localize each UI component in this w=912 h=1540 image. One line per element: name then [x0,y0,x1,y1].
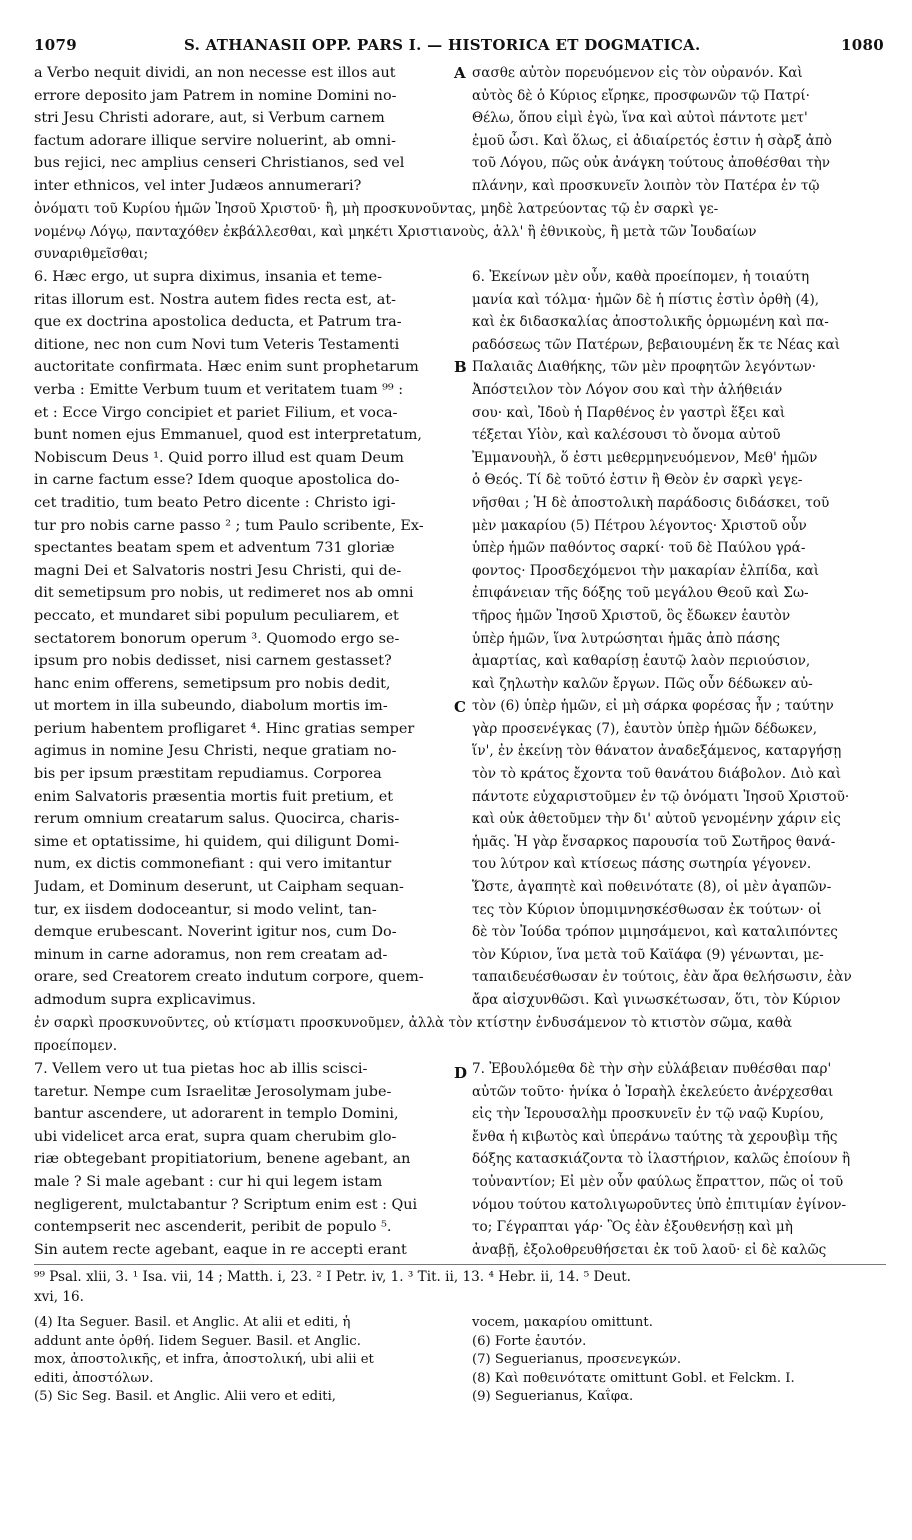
margin-letter-a: A [454,64,466,82]
footnote-rule [34,1264,886,1265]
text-line: μὲν μακαρίου (5) Πέτρου λέγοντος· Χριστοῦ οὖν [472,517,807,534]
text-line: Ἀπόστειλον τὸν Λόγον σου καὶ τὴν ἀλήθειάν [472,381,783,398]
text-line: bus rejici, nec amplius censeri Christianos, sed vel [34,155,405,172]
text-line: ἡμᾶς. Ἡ γὰρ ἔνσαρκος παρουσία τοῦ Σωτῆρος θανά- [472,833,836,850]
text-line: ditione, nec non cum Novi tum Veteris Testamenti [34,336,400,353]
text-line: (8) Καὶ ποθεινότατε omittunt Gobl. et Felckm. I. [472,1370,795,1386]
text-line: γὰρ προσενέγκας (7), ἑαυτὸν ὑπὲρ ἡμῶν δέδωκεν, [472,720,818,737]
text-line: πάντοτε εὐχαριστοῦμεν ἐν τῷ ὀνόματι Ἰησοῦ Χριστοῦ· [472,788,850,805]
text-line: 7. Ἐβουλόμεθα δὲ τὴν σὴν εὐλάβειαν πυθέσθαι παρ' [472,1061,832,1077]
text-line: τῆρος ἡμῶν Ἰησοῦ Χριστοῦ, ὃς ἔδωκεν ἑαυτὸν [472,607,791,624]
text-line: του λύτρον καὶ κτίσεως πάσης σωτηρία γέγονεν. [472,856,812,873]
text-line: Nobiscum Deus ¹. Quid porro illud est quam Deum [34,449,404,466]
text-line: male ? Si male agebant : cur hi qui legem istam [34,1173,383,1190]
text-line: contempserit nec ascenderit, peribit de populo ⁵. [34,1219,392,1236]
text-line: num, ex dictis commonefiant : qui vero imitantur [34,856,392,873]
text-line: ραδόσεως τῶν Πατέρων, βεβαιουμένη ἔκ τε Νέας καὶ [472,336,841,353]
text-line: mox, ἀποστολικῆς, et infra, ἀποστολική, ubi alii et [34,1352,374,1368]
page-number-left: 1079 [34,36,77,54]
page-number-right: 1080 [841,36,884,54]
text-line: τες τὸν Κύριον ὑπομιμνησκέσθωσαν ἐκ τούτων· οἱ [472,901,822,918]
text-line: bantur ascendere, ut adorarent in templo Domini, [34,1106,399,1123]
text-line: demque erubescant. Noverint igitur nos, cum Do- [34,924,397,941]
text-line: ὁ Θεός. Τί δὲ τοῦτό ἐστιν ἢ Θεὸν ἐν σαρκὶ γεγε- [472,472,803,489]
text-line: νῆσθαι ; Ἡ δὲ ἀποστολικὴ παράδοσις διδάσκει, τοῦ [472,494,830,511]
text-line: Sin autem recte agebant, eaque in re accepti erant [34,1241,407,1258]
text-line: (6) Forte ἑαυτόν. [472,1333,587,1349]
text-line: ὑπὲρ ἡμῶν, ἵνα λυτρώσηται ἡμᾶς ἀπὸ πάσης [472,630,780,647]
text-line: νόμου τούτου κατολιγωροῦντες ὑπὸ ἐπιτιμίαν ἐγίνον- [472,1196,847,1213]
latin-column-bottom [34,1058,452,1261]
text-line: orare, sed Creatorem creato indutum corpore, quem- [34,969,424,986]
text-line: Παλαιᾶς Διαθήκης, τῶν μὲν προφητῶν λεγόντων· [472,359,817,376]
text-line: addunt ante ὀρθή. Iidem Seguer. Basil. et Anglic. [34,1333,361,1349]
text-line: errore deposito jam Patrem in nomine Domini no- [34,87,397,104]
text-line: tur pro nobis carne passo ² ; tum Paulo scribente, Ex- [34,517,424,534]
text-line: πλάνην, καὶ προσκυνεῖν λοιπὸν τὸν Πατέρα ἐν τῷ [472,177,820,194]
latin-column-top [34,62,452,198]
margin-letter-c: C [454,698,466,716]
text-line: verba : Emitte Verbum tuum et veritatem tuam ⁹⁹ : [34,381,404,398]
text-line: que ex doctrina apostolica deducta, et Patrum tra- [34,314,402,331]
text-line: (5) Sic Seg. Basil. et Anglic. Alii vero et editi, [34,1389,336,1405]
text-line: φοντος· Προσδεχόμενοι τὴν μακαρίαν ἐλπίδα, καὶ [472,562,820,579]
text-line: σασθε αὐτὸν πορευόμενον εἰς τὸν οὐρανόν. Καὶ [472,65,803,81]
text-line: bis per ipsum præstitam repudiamus. Corporea [34,766,382,783]
critical-notes-right [472,1314,886,1407]
text-line: inter ethnicos, vel inter Judæos annumerari? [34,177,362,194]
running-header [34,36,884,60]
text-line: admodum supra explicavimus. [34,992,256,1008]
text-line: et : Ecce Virgo concipiet et pariet Filium, et voca- [34,404,398,421]
margin-letter-b: B [454,358,467,376]
greek-column-mid [472,266,886,1012]
text-line: ὑπὲρ ἡμῶν παθόντος σαρκί· τοῦ δὲ Παύλου γρά- [472,540,806,557]
text-line: dit semetipsum pro nobis, ut redimeret nos ab omni [34,585,414,602]
text-line: ταπαιδευέσθωσαν ἐν τούτοις, ἐὰν ἄρα θελήσωσιν, ἐὰν [472,969,852,986]
greek-fullwidth-1 [34,198,886,266]
text-line: factum adorare illique servire noluerint, ab omni- [34,132,396,149]
text-line: peccato, et mundaret sibi populum peculiarem, et [34,607,399,624]
text-line: μανία καὶ τόλμα· ἡμῶν δὲ ἡ πίστις ἐστὶν ὀρθὴ (4), [472,291,820,308]
text-line: αὐτὸς δὲ ὁ Κύριος εἴρηκε, προσφωνῶν τῷ Πατρί· [472,87,810,104]
greek-fullwidth-2 [34,1012,886,1057]
text-line: minum in carne adoramus, non rem creatam ad- [34,946,388,963]
text-line: ἀμαρτίας, καὶ καθαρίσῃ ἑαυτῷ λαὸν περιούσιον, [472,653,811,670]
text-line: 7. Vellem vero ut tua pietas hoc ab illis scisci- [34,1061,368,1077]
text-line: a Verbo nequit dividi, an non necesse est illos aut [34,65,396,81]
text-line: ubi videlicet arca erat, supra quam cherubim glo- [34,1128,397,1145]
text-line: ὀνόματι τοῦ Κυρίου ἡμῶν Ἰησοῦ Χριστοῦ· ἢ, μὴ προσκυνοῦντας, μηδὲ λατρεύοντας τῷ ἐν σαρκὶ γε- [34,201,719,217]
text-line: τοῦ Λόγου, πῶς οὐκ ἀνάγκη τούτους ἀποθέσθαι τὴν [472,155,831,172]
text-line: auctoritate confirmata. Hæc enim sunt prophetarum [34,359,419,376]
text-line: δόξης κατασκιάζοντα τὸ ἱλαστήριον, καλῶς ἐποίουν ἢ [472,1151,851,1168]
text-line: τοὐναντίον; Εἰ μὲν οὖν φαύλως ἔπραττον, πῶς οἱ τοῦ [472,1173,844,1190]
text-line: σου· καὶ, Ἰδοὺ ἡ Παρθένος ἐν γαστρὶ ἕξει καὶ [472,404,786,421]
running-title: S. ATHANASII OPP. PARS I. — HISTORICA ET DOGMATICA. [184,36,701,54]
text-line: ⁹⁹ Psal. xlii, 3. ¹ Isa. vii, 14 ; Matth. i, 23. ² I Petr. iv, 1. ³ Tit. ii, 13. ⁴ Hebr. ii, 14. ⁵ Deut. [34,1269,632,1285]
text-line: ἐμοῦ ὦσι. Καὶ ὅλως, εἰ ἀδιαίρετός ἐστιν ἡ σὰρξ ἀπὸ [472,132,832,149]
text-line: cet traditio, tum beato Petro dicente : Christo igi- [34,494,396,511]
text-line: τέξεται Υἱὸν, καὶ καλέσουσι τὸ ὄνομα αὐτοῦ [472,427,781,444]
text-line: enim Salvatoris præsentia mortis fuit pretium, et [34,788,394,805]
text-line: καὶ οὐκ ἀθετοῦμεν τὴν δι' αὐτοῦ γενομένην χάριν εἰς [472,811,841,828]
text-line: (4) Ita Seguer. Basil. et Anglic. At alii et editi, ἡ [34,1315,351,1330]
text-line: (7) Seguerianus, προσενεγκών. [472,1352,682,1368]
text-line: in carne factum esse? Idem quoque apostolica do- [34,472,400,489]
text-line: ἀναβῇ, ἐξολοθρευθήσεται ἐκ τοῦ λαοῦ· εἰ δὲ καλῶς [472,1241,827,1258]
text-line: sime et optatissime, hi quidem, qui diligunt Domi- [34,833,400,850]
text-line: εἰς τὴν Ἱερουσαλὴμ προσκυνεῖν ἐν τῷ ναῷ Κυρίου, [472,1106,824,1123]
text-line: προείπομεν. [34,1037,118,1054]
text-line: αὐτῶν τοῦτο· ἡνίκα ὁ Ἰσραὴλ ἐκελεύετο ἀνέρχεσθαι [472,1083,834,1100]
text-line: bunt nomen ejus Emmanuel, quod est interpretatum, [34,427,422,444]
margin-letter-d: D [454,1064,468,1082]
text-line: Ὥστε, ἀγαπητὲ καὶ ποθεινότατε (8), οἱ μὲν ἀγαπῶν- [472,879,832,896]
text-line: magni Dei et Salvatoris nostri Jesu Christi, qui de- [34,562,402,579]
text-line: καὶ ζηλωτὴν καλῶν ἔργων. Πῶς οὖν δέδωκεν αὐ- [472,675,813,692]
text-line: hanc enim offerens, semetipsum pro nobis dedit, [34,675,391,692]
latin-column-mid [34,266,452,1012]
text-line: perium habentem profligaret ⁴. Hinc gratias semper [34,720,415,737]
text-line: taretur. Nempe cum Israelitæ Jerosolymam jube- [34,1083,392,1100]
text-line: Θέλω, ὅπου εἰμὶ ἐγὼ, ἵνα καὶ αὐτοὶ πάντοτε μετ' [472,110,808,127]
text-line: 6. Hæc ergo, ut supra diximus, insania et teme- [34,269,382,285]
text-line: δὲ τὸν Ἰούδα τρόπον μιμησάμενοι, καὶ καταλιπόντες [472,924,838,941]
text-line: νομένῳ Λόγῳ, πανταχόθεν ἐκβάλλεσθαι, καὶ μηκέτι Χριστιανοὺς, ἀλλ' ἢ ἐθνικοὺς, ἢ μετὰ τῶν Ἰουδαίων [34,223,757,240]
text-line: Judam, et Dominum deserunt, ut Caipham sequan- [34,879,404,896]
text-line: rerum omnium creatarum salus. Quocirca, charis- [34,811,400,828]
text-line: sectatorem bonorum operum ³. Quomodo ergo se- [34,630,400,647]
text-line: Ἐμμανουὴλ, ὅ ἐστι μεθερμηνευόμενον, Μεθ' ἡμῶν [472,449,818,466]
text-line: negligerent, mulctabantur ? Scriptum enim est : Qui [34,1196,418,1213]
text-line: ἵν', ἐν ἐκείνῃ τὸν θάνατον ἀναδεξάμενος, καταργήσῃ [472,743,842,760]
text-line: ipsum pro nobis dedisset, nisi carnem gestasset? [34,653,392,670]
scripture-references [34,1268,886,1307]
text-line: 6. Ἐκείνων μὲν οὖν, καθὰ προείπομεν, ἡ τοιαύτη [472,269,810,285]
greek-column-bottom [472,1058,886,1261]
text-line: editi, ἀποστόλων. [34,1370,154,1386]
text-line: ἐν σαρκὶ προσκυνοῦντες, οὐ κτίσματι προσκυνοῦμεν, ἀλλὰ τὸν κτίστην ἐνδυσάμενον τὸ κτιστὸν σῶμα, καθὰ [34,1015,793,1031]
text-line: ἔνθα ἡ κιβωτὸς καὶ ὑπεράνω ταύτης τὰ χερουβὶμ τῆς [472,1128,838,1145]
text-line: (9) Seguerianus, Καΐφα. [472,1389,634,1405]
text-line: καὶ ἐκ διδασκαλίας ἀποστολικῆς ὁρμωμένη καὶ πα- [472,314,829,331]
greek-column-top [472,62,886,198]
text-line: τὸν τὸ κράτος ἔχοντα τοῦ θανάτου διάβολον. Διὸ καὶ [472,766,842,783]
text-line: agimus in nomine Jesu Christi, neque gratiam no- [34,743,397,760]
text-line: tur, ex iisdem dodoceantur, si modo velint, tan- [34,901,377,918]
text-line: spectantes beatam spem et adventum 731 gloriæ [34,540,395,557]
critical-notes-left [34,1314,452,1407]
text-line: vocem, μακαρίου omittunt. [472,1315,653,1330]
text-line: ἐπιφάνειαν τῆς δόξης τοῦ μεγάλου Θεοῦ καὶ Σω- [472,585,809,602]
text-line: τὸν (6) ὑπὲρ ἡμῶν, εἰ μὴ σάρκα φορέσας ἦν ; ταύτην [472,698,834,715]
text-line: stri Jesu Christi adorare, aut, si Verbum carnem [34,110,385,127]
text-line: riæ obtegebant propitiatorium, benene agebant, an [34,1151,411,1168]
text-line: ritas illorum est. Nostra autem fides recta est, at- [34,291,397,308]
text-line: ut mortem in illa subeundo, diabolum mortis im- [34,698,388,715]
text-line: τὸν Κύριον, ἵνα μετὰ τοῦ Καϊάφα (9) γένωνται, με- [472,946,824,963]
text-line: συναριθμεῖσθαι; [34,246,149,263]
text-line: ἄρα αἰσχυνθῶσι. Καὶ γινωσκέτωσαν, ὅτι, τὸν Κύριον [472,992,841,1008]
text-line: το; Γέγραπται γάρ· Ὃς ἐὰν ἐξουθενήσῃ καὶ μὴ [472,1219,793,1236]
text-line: xvi, 16. [34,1288,84,1305]
